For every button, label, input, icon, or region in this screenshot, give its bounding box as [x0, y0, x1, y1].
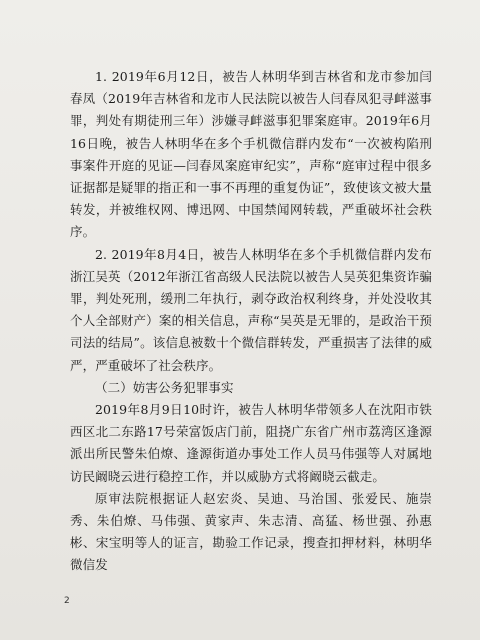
- document-body: [70, 66, 432, 577]
- paragraph-3: 2019年8月9日10时许，被告人林明华带领多人在沈阳市铁西区北二东路17号荣富饭店门前，阻挠广东省广州市荔湾区逢源派出所民警朱伯燎、逢源街道办事处工作人员马伟强等人对属地访民阚晓云进行稳控工作，并以威胁方式将阚晓云截走。: [70, 402, 432, 484]
- paragraph-1: 1. 2019年6月12日，被告人林明华到吉林省和龙市参加闫春凤（2019年吉林省和龙市人民法院以被告人闫春凤犯寻衅滋事罪，判处有期徒刑三年）涉嫌寻衅滋事犯罪案庭审。2019年6月16日晚，被告人林明华在多个手机微信群内发布“一次被构陷刑事案件开庭的见证—闫春凤案庭审纪实”，声称“庭审过程中很多证据都是疑罪的指正和一事不再理的重复伪证”，致使该文被大量转发，并被维权网、博迅网、中国禁闻网转载，严重破坏社会秩序。: [70, 69, 432, 240]
- section-heading: （二）妨害公务犯罪事实: [95, 379, 234, 395]
- paragraph-2: 2. 2019年8月4日，被告人林明华在多个手机微信群内发布浙江吴英（2012年浙江省高级人民法院以被告人吴英犯集资诈骗罪，判处死刑，缓刑二年执行，剥夺政治权利终身，并处没收其个人全部财产）案的相关信息，声称“吴英是无罪的，是政治干预司法的结局”。该信息被数十个微信群转发，严重损害了法律的威严，严重破坏了社会秩序。: [70, 246, 432, 373]
- page-number: 2: [64, 596, 70, 606]
- paragraph-4: 原审法院根据证人赵宏炎、吴迪、马治国、张爱民、施崇秀、朱伯燎、马伟强、黄家声、朱志清、高猛、杨世强、孙惠彬、宋宝明等人的证言，勘验工作记录，搜查扣押材料，林明华微信发: [70, 490, 432, 573]
